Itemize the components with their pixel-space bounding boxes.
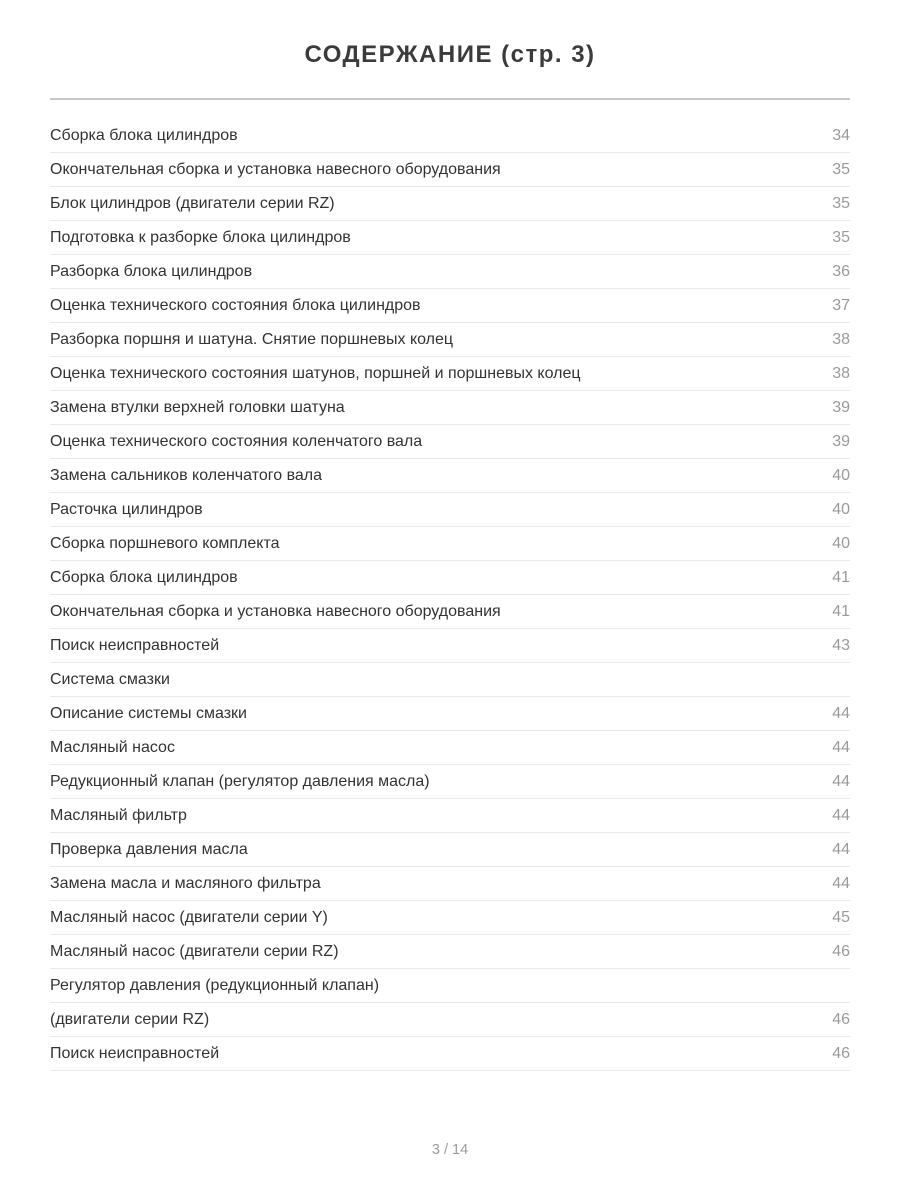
toc-entry-label: Оценка технического состояния коленчатого вала [50, 432, 423, 450]
toc-entry-page: 35 [832, 228, 850, 246]
toc-entry-label: Замена масла и масляного фильтра [50, 874, 321, 892]
toc-entry-page: 40 [832, 500, 850, 518]
toc-entry [50, 527, 850, 561]
toc-entry-page: 37 [832, 296, 850, 314]
toc-entry-label: Редукционный клапан (регулятор давления масла) [50, 772, 430, 790]
toc-entry-label: Оценка технического состояния шатунов, поршней и поршневых колец [50, 364, 581, 382]
toc-entry-label: Подготовка к разборке блока цилиндров [50, 228, 351, 246]
toc-entry [50, 867, 850, 901]
toc-entry-label: Масляный насос (двигатели серии RZ) [50, 942, 339, 960]
toc-entry-page: 41 [832, 568, 850, 586]
toc-entry [50, 969, 850, 1003]
toc-entry-label: Блок цилиндров (двигатели серии RZ) [50, 194, 335, 212]
toc-entry-page: 38 [832, 330, 850, 348]
toc-entry [50, 255, 850, 289]
toc-entry [50, 459, 850, 493]
toc-entry-page: 44 [832, 840, 850, 858]
toc-entry [50, 119, 850, 153]
toc-entry [50, 629, 850, 663]
toc-entry-label: Разборка поршня и шатуна. Снятие поршневых колец [50, 330, 454, 348]
toc-entry [50, 221, 850, 255]
toc-entry-label: Сборка поршневого комплекта [50, 534, 280, 552]
toc-content [50, 0, 850, 1071]
toc-entry-page: 43 [832, 636, 850, 654]
toc-entry [50, 187, 850, 221]
toc-entry [50, 663, 850, 697]
toc-entry [50, 289, 850, 323]
toc-entry-label: Поиск неисправностей [50, 636, 220, 654]
toc-entry-label: Сборка блока цилиндров [50, 126, 238, 144]
toc-entry-label: Описание системы смазки [50, 704, 247, 722]
toc-entry-page: 44 [832, 738, 850, 756]
toc-entry-page: 40 [832, 534, 850, 552]
toc-entry-page: 44 [832, 772, 850, 790]
toc-entry-page: 44 [832, 806, 850, 824]
toc-entry-label: Оценка технического состояния блока цилиндров [50, 296, 421, 314]
toc-entry-label: Окончательная сборка и установка навесного оборудования [50, 602, 501, 620]
toc-entry [50, 561, 850, 595]
toc-entry [50, 391, 850, 425]
toc-entry-page: 39 [832, 432, 850, 450]
toc-list [50, 119, 850, 1071]
toc-entry-page: 46 [832, 942, 850, 960]
page-number-indicator: 3 / 14 [431, 1142, 469, 1158]
toc-entry [50, 833, 850, 867]
toc-entry-page: 40 [832, 466, 850, 484]
header-divider [50, 98, 850, 100]
toc-entry [50, 595, 850, 629]
toc-entry-label: Масляный насос (двигатели серии Y) [50, 908, 328, 926]
toc-entry [50, 731, 850, 765]
toc-entry-label: Проверка давления масла [50, 840, 248, 858]
toc-entry [50, 765, 850, 799]
toc-entry [50, 323, 850, 357]
toc-entry-label: Сборка блока цилиндров [50, 568, 238, 586]
toc-entry-page: 39 [832, 398, 850, 416]
toc-entry-page: 35 [832, 194, 850, 212]
toc-entry-label: Система смазки [50, 670, 170, 688]
toc-entry-label: Регулятор давления (редукционный клапан) [50, 976, 380, 994]
toc-entry-page: 46 [832, 1010, 850, 1028]
toc-entry [50, 697, 850, 731]
toc-entry-label: Замена втулки верхней головки шатуна [50, 398, 345, 416]
toc-entry [50, 935, 850, 969]
toc-entry-page: 38 [832, 364, 850, 382]
toc-entry-page: 46 [832, 1044, 850, 1062]
toc-entry-page: 45 [832, 908, 850, 926]
toc-entry [50, 1037, 850, 1071]
toc-entry-page: 44 [832, 704, 850, 722]
toc-entry-label: Масляный насос [50, 738, 175, 756]
toc-entry-page: 35 [832, 160, 850, 178]
toc-entry [50, 425, 850, 459]
toc-entry-label: Разборка блока цилиндров [50, 262, 253, 280]
toc-entry-label: (двигатели серии RZ) [50, 1010, 210, 1028]
page-title: СОДЕРЖАНИЕ (стр. 3) [304, 41, 596, 68]
toc-entry-label: Окончательная сборка и установка навесного оборудования [50, 160, 501, 178]
toc-entry-page: 44 [832, 874, 850, 892]
toc-entry [50, 799, 850, 833]
toc-entry-label: Поиск неисправностей [50, 1044, 220, 1062]
toc-entry-page: 41 [832, 602, 850, 620]
toc-entry [50, 153, 850, 187]
toc-entry [50, 901, 850, 935]
toc-entry-page: 34 [832, 126, 850, 144]
toc-entry-label: Расточка цилиндров [50, 500, 203, 518]
toc-entry-label: Замена сальников коленчатого вала [50, 466, 323, 484]
toc-entry [50, 493, 850, 527]
toc-entry [50, 1003, 850, 1037]
toc-entry [50, 357, 850, 391]
toc-entry-label: Масляный фильтр [50, 806, 187, 824]
toc-entry-page: 36 [832, 262, 850, 280]
